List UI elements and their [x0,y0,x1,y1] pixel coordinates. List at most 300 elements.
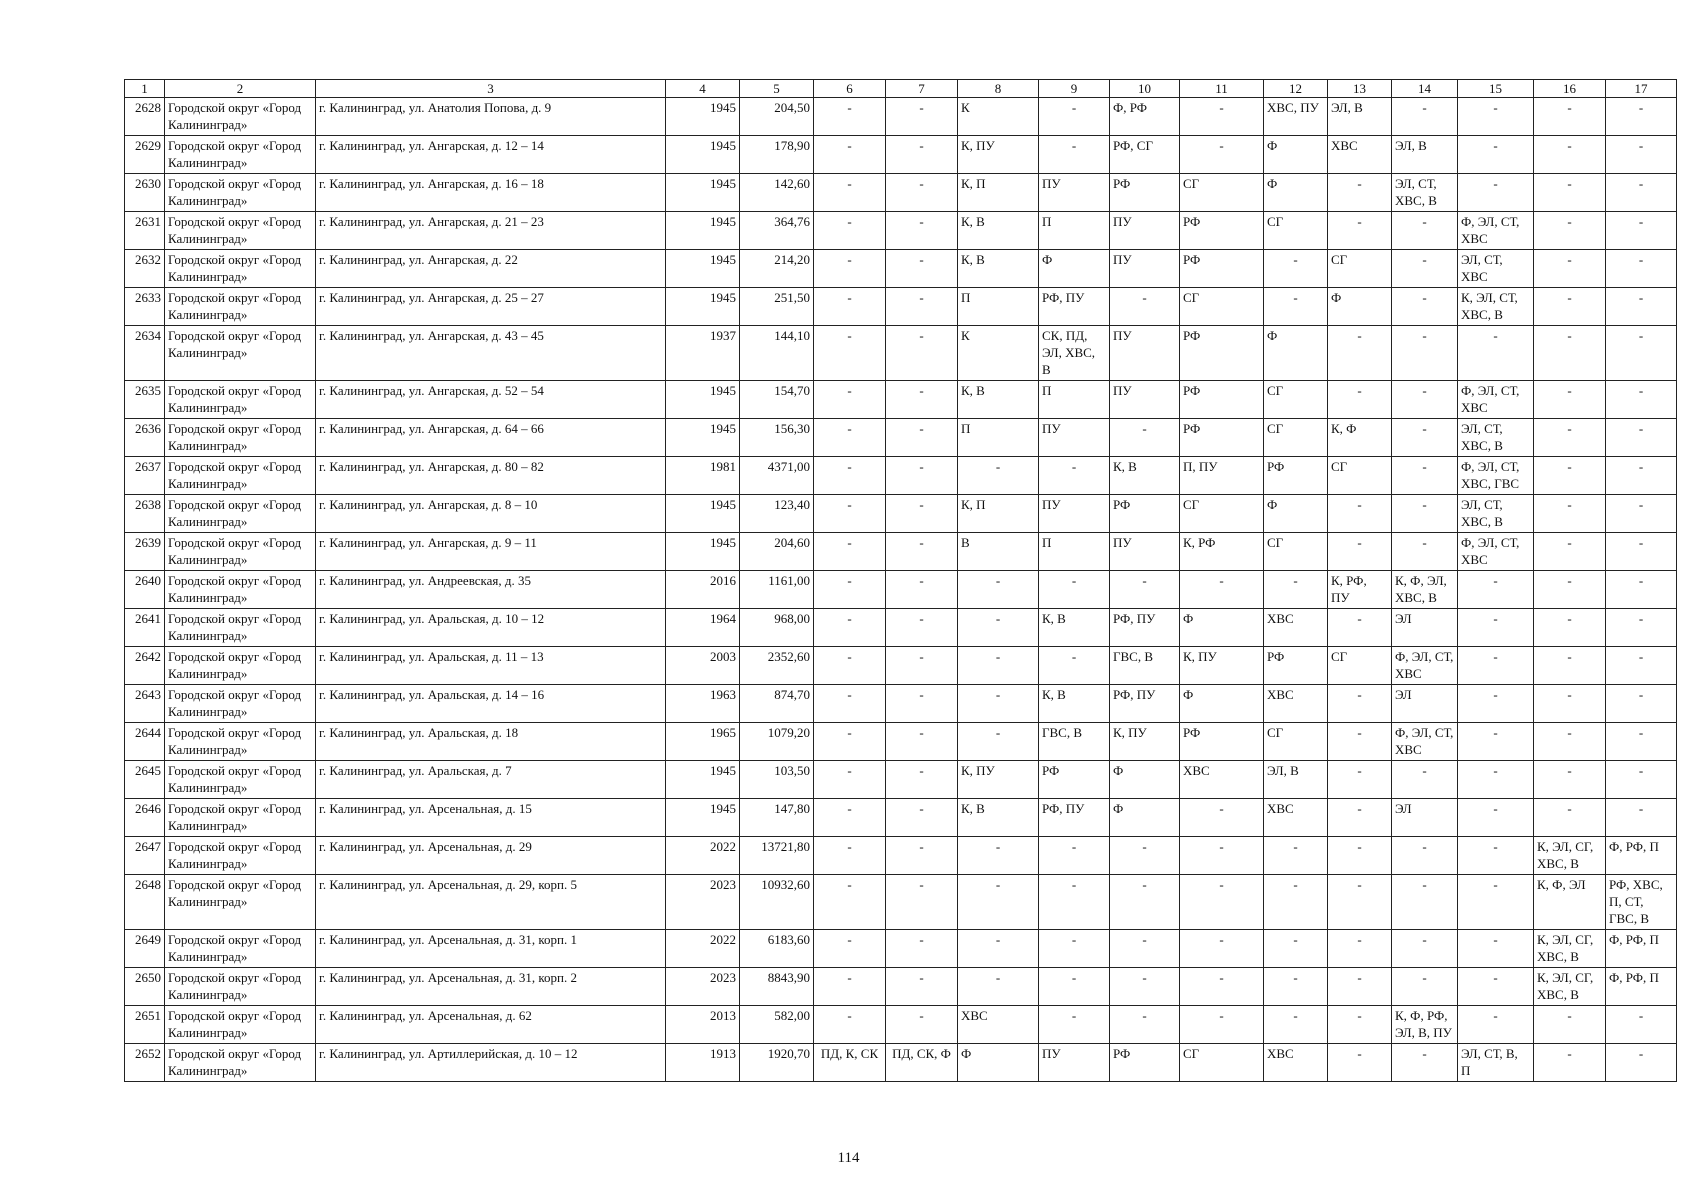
column-number-header: 10 [1110,80,1180,98]
table-cell: К, Ф, ЭЛ [1534,875,1606,930]
table-cell: - [1392,98,1458,136]
table-cell: - [1328,326,1392,381]
table-cell: 2632 [125,250,165,288]
table-cell: 2022 [666,930,740,968]
table-cell: РФ, ПУ [1039,799,1110,837]
table-cell: Ф [1180,685,1264,723]
table-cell: Городской округ «Город Калининград» [165,875,316,930]
table-cell: ЭЛ, СТ, В, П [1458,1044,1534,1082]
table-cell: 2638 [125,495,165,533]
table-cell: 582,00 [740,1006,814,1044]
table-cell: К, ПУ [958,761,1039,799]
table-row [125,533,1677,571]
table-cell: 2013 [666,1006,740,1044]
table-row [125,381,1677,419]
table-cell: 1161,00 [740,571,814,609]
table-cell: - [1534,98,1606,136]
table-cell: - [886,174,958,212]
table-row [125,1006,1677,1044]
table-cell: 10932,60 [740,875,814,930]
table-cell: Ф, ЭЛ, СТ, ХВС, ГВС [1458,457,1534,495]
table-cell: - [1110,837,1180,875]
table-cell: 2631 [125,212,165,250]
table-cell: - [1180,837,1264,875]
table-cell: ПУ [1110,326,1180,381]
table-cell: - [814,875,886,930]
table-cell: - [1458,571,1534,609]
table-cell: Городской округ «Город Калининград» [165,1044,316,1082]
table-row [125,250,1677,288]
table-cell: - [1328,212,1392,250]
table-cell: - [1328,930,1392,968]
table-cell: К [958,326,1039,381]
table-cell: ХВС [1264,685,1328,723]
table-cell: 154,70 [740,381,814,419]
table-cell: - [1110,288,1180,326]
table-cell: Городской округ «Город Калининград» [165,98,316,136]
table-cell: - [814,723,886,761]
table-row [125,837,1677,875]
table-cell: г. Калининград, ул. Аральская, д. 18 [316,723,666,761]
table-cell: 2630 [125,174,165,212]
table-cell: - [1039,98,1110,136]
table-cell: 2651 [125,1006,165,1044]
table-cell: 144,10 [740,326,814,381]
table-cell: г. Калининград, ул. Аральская, д. 10 – 12 [316,609,666,647]
table-cell: ПУ [1039,174,1110,212]
table-row [125,326,1677,381]
table-cell: - [886,968,958,1006]
table-cell: ПУ [1110,381,1180,419]
table-cell: - [1606,326,1677,381]
table-cell: - [886,457,958,495]
table-cell: 123,40 [740,495,814,533]
table-cell: - [1392,1044,1458,1082]
table-cell: ЭЛ, В [1328,98,1392,136]
table-cell: г. Калининград, ул. Аральская, д. 14 – 16 [316,685,666,723]
table-cell: - [1328,685,1392,723]
table-cell: 2637 [125,457,165,495]
table-cell: - [1534,609,1606,647]
table-cell: К, Ф [1328,419,1392,457]
table-cell: ХВС [1264,609,1328,647]
table-cell: ПУ [1039,419,1110,457]
table-cell: - [886,723,958,761]
table-cell: 2003 [666,647,740,685]
table-cell: ЭЛ [1392,799,1458,837]
table-cell: РФ, ПУ [1039,288,1110,326]
table-cell: К, ПУ [1110,723,1180,761]
table-cell: 1945 [666,761,740,799]
table-cell: - [1606,419,1677,457]
table-cell: ЭЛ, В [1264,761,1328,799]
table-cell: ПД, К, СК [814,1044,886,1082]
table-cell: г. Калининград, ул. Ангарская, д. 16 – 18 [316,174,666,212]
table-cell: - [1606,723,1677,761]
table-cell: 1920,70 [740,1044,814,1082]
table-cell: - [1392,875,1458,930]
table-cell: - [958,875,1039,930]
table-cell: 2644 [125,723,165,761]
table-cell: К, В [958,250,1039,288]
table-cell: - [1110,1006,1180,1044]
table-cell: 2650 [125,968,165,1006]
table-cell: - [886,326,958,381]
table-cell: Ф [1264,174,1328,212]
table-cell: Городской округ «Город Калининград» [165,250,316,288]
table-cell: РФ [1180,212,1264,250]
table-cell: - [1458,609,1534,647]
table-cell: - [1264,250,1328,288]
table-cell: 1945 [666,419,740,457]
table-row [125,495,1677,533]
table-cell: - [1328,1006,1392,1044]
table-cell: - [958,571,1039,609]
table-cell: - [1392,212,1458,250]
table-cell: К, ЭЛ, СГ, ХВС, В [1534,968,1606,1006]
table-cell: - [1606,685,1677,723]
table-cell: Городской округ «Город Калининград» [165,136,316,174]
table-cell: г. Калининград, ул. Аральская, д. 7 [316,761,666,799]
table-cell: - [886,837,958,875]
table-cell: П [958,288,1039,326]
table-cell: 364,76 [740,212,814,250]
table-row [125,723,1677,761]
table-cell: К, Ф, РФ, ЭЛ, В, ПУ [1392,1006,1458,1044]
table-cell: ЭЛ [1392,609,1458,647]
table-cell: Городской округ «Город Калининград» [165,968,316,1006]
table-cell: - [1458,799,1534,837]
table-cell: ХВС [1264,799,1328,837]
table-cell: ПУ [1110,533,1180,571]
table-cell: 2642 [125,647,165,685]
table-cell: Городской округ «Город Калининград» [165,381,316,419]
table-cell: Ф, РФ [1110,98,1180,136]
table-row [125,609,1677,647]
table-cell: 2633 [125,288,165,326]
table-cell: - [1264,837,1328,875]
table-cell: - [1606,571,1677,609]
table-row [125,212,1677,250]
table-row [125,98,1677,136]
table-cell: - [1606,609,1677,647]
table-cell: 1963 [666,685,740,723]
table-cell: - [1606,212,1677,250]
table-cell: - [1534,1006,1606,1044]
table-cell: - [1110,968,1180,1006]
table-cell: Ф, ЭЛ, СТ, ХВС [1458,533,1534,571]
table-cell: К, В [1039,609,1110,647]
table-cell: - [1534,136,1606,174]
table-cell: - [1039,136,1110,174]
table-cell: - [1458,174,1534,212]
table-cell: - [958,647,1039,685]
table-cell: - [814,174,886,212]
column-number-header: 11 [1180,80,1264,98]
table-cell: РФ [1180,326,1264,381]
table-cell: Городской округ «Город Калининград» [165,837,316,875]
table-cell: - [1328,381,1392,419]
table-cell: - [814,799,886,837]
table-cell: - [1110,930,1180,968]
column-number-header: 15 [1458,80,1534,98]
table-cell: - [1264,571,1328,609]
table-cell: - [1392,326,1458,381]
table-cell: 251,50 [740,288,814,326]
table-cell: 1945 [666,174,740,212]
table-cell: - [1180,875,1264,930]
table-cell: - [886,930,958,968]
table-cell: г. Калининград, ул. Артиллерийская, д. 10 – 12 [316,1044,666,1082]
table-cell: СГ [1264,419,1328,457]
table-cell: - [1606,457,1677,495]
table-cell: К, В [958,381,1039,419]
table-cell: СГ [1180,1044,1264,1082]
table-cell: - [886,799,958,837]
table-cell: 1937 [666,326,740,381]
table-cell: - [1039,837,1110,875]
table-cell: Ф [958,1044,1039,1082]
table-cell: - [814,930,886,968]
table-cell: ЭЛ, СТ, ХВС, В [1392,174,1458,212]
table-cell: К, В [958,212,1039,250]
table-cell: - [1328,837,1392,875]
table-cell: 147,80 [740,799,814,837]
table-cell: ХВС [1328,136,1392,174]
table-cell: - [814,571,886,609]
table-cell: РФ [1180,419,1264,457]
table-row [125,288,1677,326]
column-number-header: 16 [1534,80,1606,98]
table-cell: - [814,647,886,685]
table-cell: 1913 [666,1044,740,1082]
table-cell: Ф, ЭЛ, СТ, ХВС [1392,723,1458,761]
table-cell: - [1606,799,1677,837]
table-cell: - [886,647,958,685]
table-cell: - [1392,457,1458,495]
table-cell: ЭЛ, СТ, ХВС, В [1458,495,1534,533]
table-cell: - [1392,761,1458,799]
table-cell: Ф, ЭЛ, СТ, ХВС [1458,381,1534,419]
table-cell: - [1534,761,1606,799]
table-cell: РФ [1180,381,1264,419]
table-cell: Городской округ «Город Калининград» [165,723,316,761]
table-cell: СГ [1328,457,1392,495]
table-row [125,930,1677,968]
table-cell: г. Калининград, ул. Ангарская, д. 8 – 10 [316,495,666,533]
table-cell: г. Калининград, ул. Анатолия Попова, д. 9 [316,98,666,136]
table-cell: - [1606,174,1677,212]
table-cell: - [1534,419,1606,457]
table-cell: 2635 [125,381,165,419]
table-cell: - [1534,685,1606,723]
table-cell: СГ [1328,250,1392,288]
table-cell: г. Калининград, ул. Аральская, д. 11 – 13 [316,647,666,685]
table-row [125,136,1677,174]
table-cell: - [1458,647,1534,685]
column-number-header: 14 [1392,80,1458,98]
table-cell: - [1039,968,1110,1006]
table-cell: - [814,381,886,419]
table-cell: - [1606,1044,1677,1082]
table-cell: г. Калининград, ул. Ангарская, д. 12 – 14 [316,136,666,174]
table-cell: - [1264,1006,1328,1044]
table-cell: 103,50 [740,761,814,799]
table-cell: К, РФ [1180,533,1264,571]
table-cell: - [1039,930,1110,968]
table-cell: - [1328,174,1392,212]
table-cell: - [886,571,958,609]
table-cell: 2629 [125,136,165,174]
table-cell: - [1606,250,1677,288]
table-cell: Городской округ «Город Калининград» [165,571,316,609]
table-cell: Ф, ЭЛ, СТ, ХВС [1392,647,1458,685]
table-cell: - [1458,326,1534,381]
table-cell: Городской округ «Город Калининград» [165,930,316,968]
table-cell: - [1039,1006,1110,1044]
table-cell: П, ПУ [1180,457,1264,495]
table-cell: Городской округ «Город Калининград» [165,609,316,647]
table-cell: РФ [1039,761,1110,799]
table-cell: Ф [1264,136,1328,174]
table-cell: - [1606,381,1677,419]
table-cell: г. Калининград, ул. Ангарская, д. 9 – 11 [316,533,666,571]
column-number-header: 1 [125,80,165,98]
table-cell: - [1534,381,1606,419]
table-cell: - [1534,1044,1606,1082]
table-row [125,799,1677,837]
table-cell: - [814,968,886,1006]
table-cell: ГВС, В [1039,723,1110,761]
table-cell: 1945 [666,250,740,288]
table-cell: - [1606,136,1677,174]
table-cell: Ф [1110,799,1180,837]
table-cell: - [1606,98,1677,136]
table-cell: - [1180,136,1264,174]
table-cell: К, В [958,799,1039,837]
table-cell: - [814,136,886,174]
table-cell: - [1328,799,1392,837]
table-cell: 1945 [666,98,740,136]
table-cell: - [886,419,958,457]
table-cell: Ф [1264,326,1328,381]
table-cell: - [886,1006,958,1044]
table-cell: 2649 [125,930,165,968]
table-cell: - [1606,647,1677,685]
table-cell: - [1328,968,1392,1006]
table-cell: г. Калининград, ул. Арсенальная, д. 31, корп. 2 [316,968,666,1006]
table-cell: г. Калининград, ул. Ангарская, д. 25 – 27 [316,288,666,326]
table-cell: П [1039,381,1110,419]
table-cell: 968,00 [740,609,814,647]
table-cell: ЭЛ, В [1392,136,1458,174]
table-cell: - [1328,723,1392,761]
table-cell: - [814,250,886,288]
table-cell: 2352,60 [740,647,814,685]
table-cell: 8843,90 [740,968,814,1006]
table-cell: - [886,761,958,799]
table-cell: 1945 [666,136,740,174]
table-row [125,174,1677,212]
table-row [125,875,1677,930]
table-cell: - [1534,495,1606,533]
table-cell: - [1264,875,1328,930]
table-cell: - [958,457,1039,495]
table-cell: - [1039,457,1110,495]
table-cell: - [1328,495,1392,533]
table-cell: Ф, РФ, П [1606,930,1677,968]
table-cell: СГ [1180,288,1264,326]
table-cell: г. Калининград, ул. Ангарская, д. 21 – 23 [316,212,666,250]
table-cell: - [814,457,886,495]
table-cell: - [886,98,958,136]
table-cell: СГ [1180,495,1264,533]
table-cell: Ф [1328,288,1392,326]
table-row [125,457,1677,495]
table-cell: - [1606,1006,1677,1044]
table-cell: К, В [1039,685,1110,723]
table-cell: ПУ [1110,250,1180,288]
column-number-header: 12 [1264,80,1328,98]
table-cell: - [886,136,958,174]
table-cell: 2643 [125,685,165,723]
table-cell: Городской округ «Город Калининград» [165,533,316,571]
table-cell: РФ, ПУ [1110,685,1180,723]
table-cell: - [1606,761,1677,799]
table-cell: - [1534,723,1606,761]
table-cell: ЭЛ, СТ, ХВС [1458,250,1534,288]
table-cell: г. Калининград, ул. Арсенальная, д. 62 [316,1006,666,1044]
table-cell: - [1458,875,1534,930]
table-cell: - [1039,647,1110,685]
table-cell: - [1180,799,1264,837]
table-cell: - [1458,98,1534,136]
table-cell: ХВС [958,1006,1039,1044]
table-cell: - [1180,1006,1264,1044]
table-cell: ХВС [1180,761,1264,799]
table-cell: Ф, РФ, П [1606,968,1677,1006]
table-cell: 2648 [125,875,165,930]
table-cell: - [1110,571,1180,609]
table-cell: СК, ПД, ЭЛ, ХВС, В [1039,326,1110,381]
table-cell: - [1458,685,1534,723]
table-cell: СГ [1264,212,1328,250]
table-cell: - [1392,930,1458,968]
table-cell: 1945 [666,799,740,837]
table-cell: Городской округ «Город Калининград» [165,647,316,685]
table-cell: - [1328,609,1392,647]
table-cell: 156,30 [740,419,814,457]
table-cell: - [1534,250,1606,288]
table-cell: г. Калининград, ул. Ангарская, д. 52 – 54 [316,381,666,419]
column-number-header: 5 [740,80,814,98]
table-cell: - [1534,533,1606,571]
table-cell: г. Калининград, ул. Ангарская, д. 43 – 45 [316,326,666,381]
table-cell: г. Калининград, ул. Арсенальная, д. 31, корп. 1 [316,930,666,968]
table-cell: 1945 [666,288,740,326]
table-cell: - [1264,288,1328,326]
table-cell: СГ [1264,533,1328,571]
table-cell: Городской округ «Город Калининград» [165,761,316,799]
table-cell: РФ, СГ [1110,136,1180,174]
table-cell: К, РФ, ПУ [1328,571,1392,609]
table-cell: П [958,419,1039,457]
table-cell: - [1039,571,1110,609]
table-cell: 1964 [666,609,740,647]
table-cell: - [1606,495,1677,533]
table-cell: Ф [1039,250,1110,288]
table-cell: Ф [1180,609,1264,647]
